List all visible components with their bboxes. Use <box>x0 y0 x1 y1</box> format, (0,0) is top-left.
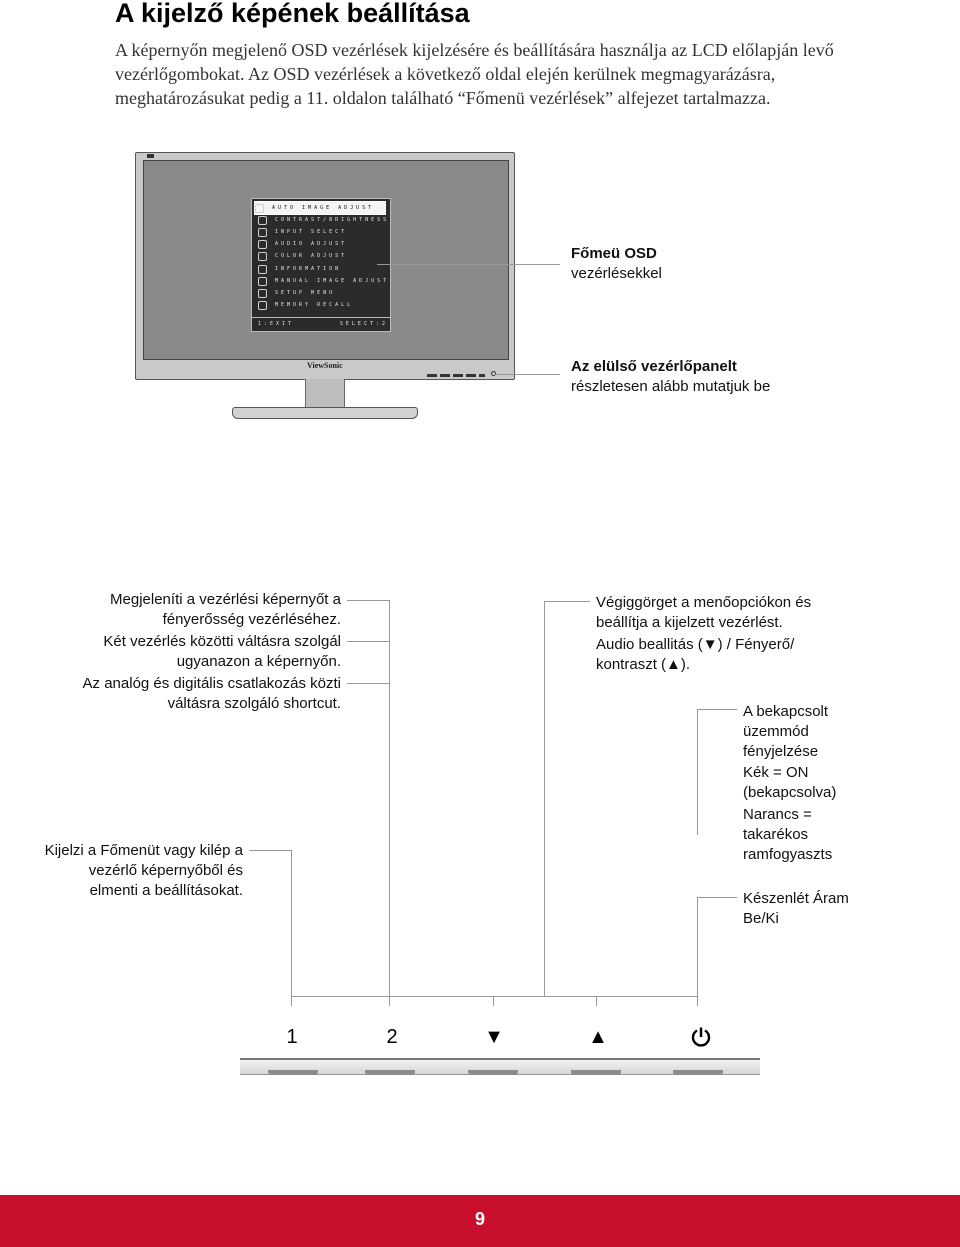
page-title: A kijelző képének beállítása <box>115 0 470 28</box>
leader-line <box>544 601 545 996</box>
bracket-tick <box>291 996 292 1006</box>
power-button[interactable] <box>673 1070 723 1075</box>
down-arrow-icon: ▼ <box>484 1026 504 1048</box>
osd-item-label: INPUT SELECT <box>275 229 348 235</box>
leader-line <box>697 709 737 710</box>
intro-paragraph: A képernyőn megjelenő OSD vezérlések kijelzésére és beállítására használja az LCD előlapján levő vezérlőgombokat. Az OSD vezérlések a következő oldal elején kerülnek megmagyarázásra, meghatározásukat pedig a 11. oldalon található “Főmenü vezérlések” alfejezet tartalmazza. <box>115 40 834 108</box>
bracket-tick <box>596 996 597 1006</box>
callout-main-menu-sub: vezérlésekkel <box>571 265 662 282</box>
osd-item-label: MANUAL IMAGE ADJUST <box>275 278 390 284</box>
bracket-line <box>291 996 698 997</box>
up-arrow-icon: ▲ <box>588 1026 608 1048</box>
audio-icon <box>258 240 267 249</box>
callout-arrows-b: Audio beallitás (▼) / Fényerő/ kontraszt (▲). <box>596 636 795 673</box>
callout-button2-c: Az analóg és digitális csatlakozás közti váltásra szolgáló shortcut. <box>82 675 341 712</box>
leader-line <box>291 850 292 996</box>
contrast-icon <box>258 216 267 225</box>
leader-line <box>347 641 389 642</box>
osd-item <box>258 214 389 226</box>
osd-item-label: CONTRAST/BRIGHTNESS <box>275 217 390 223</box>
leader-line <box>495 374 560 375</box>
input-icon <box>258 228 267 237</box>
osd-item <box>258 263 341 275</box>
page-footer <box>0 1195 960 1247</box>
callout-arrows-a: Végiggörget a menőopciókon és beállítja a kijelzett vezérlést. <box>596 594 812 631</box>
osd-item-label: INFORMATION <box>275 266 342 272</box>
leader-line <box>377 264 560 265</box>
leader-line <box>347 683 389 684</box>
leader-line <box>697 897 737 898</box>
callout-front-panel-sub: részletesen alább mutatjuk be <box>571 378 771 395</box>
monitor-illustration <box>135 152 515 422</box>
callout-button1: Kijelzi a Főmenüt vagy kilép a vezérlő képernyőből és elmenti a beállításokat. <box>44 842 243 899</box>
osd-item <box>258 238 347 250</box>
page-number: 9 <box>474 1209 485 1229</box>
osd-item <box>258 287 335 299</box>
bracket-tick <box>697 996 698 1006</box>
osd-item-label: AUDIO ADJUST <box>275 241 348 247</box>
callout-power-led-2: Kék = ON (bekapcsolva) <box>743 764 837 801</box>
setup-icon <box>258 289 267 298</box>
osd-item-label: AUTO IMAGE ADJUST <box>272 205 375 211</box>
osd-footer-select: SELECT:2 <box>339 321 388 327</box>
callout-button2-a: Megjeleníti a vezérlési képernyőt a fényerősség vezérléséhez. <box>110 591 341 628</box>
osd-item-selected <box>254 201 386 215</box>
osd-footer-exit: 1:EXIT <box>258 321 295 327</box>
leader-line <box>697 709 698 835</box>
bracket-tick <box>493 996 494 1006</box>
bracket-tick <box>389 996 390 1006</box>
button-2[interactable] <box>365 1070 415 1075</box>
osd-item-label: MEMORY RECALL <box>275 302 354 308</box>
leader-line <box>389 600 390 996</box>
callout-button2-b: Két vezérlés közötti váltásra szolgál ugyanazon a képernyőn. <box>103 633 341 670</box>
callout-main-menu <box>571 244 662 284</box>
auto-adjust-icon <box>255 204 264 213</box>
leader-line <box>249 850 291 851</box>
information-icon <box>258 265 267 274</box>
monitor-neck <box>305 379 345 407</box>
osd-panel <box>251 198 391 332</box>
color-icon <box>258 252 267 261</box>
callout-front-panel-title: Az elülső vezérlőpanelt <box>571 358 737 375</box>
button-2-label: 2 <box>386 1026 398 1048</box>
osd-footer <box>252 317 390 330</box>
brand-logo: ViewSonic <box>307 361 343 370</box>
osd-item <box>258 250 347 262</box>
button-down[interactable] <box>468 1070 518 1075</box>
logo-mark-icon <box>147 154 154 158</box>
leader-line <box>544 601 590 602</box>
callout-power-btn: Készenlét Áram Be/Ki <box>743 890 849 927</box>
power-icon <box>690 1026 712 1048</box>
osd-item <box>258 299 353 311</box>
manual-adjust-icon <box>258 277 267 286</box>
button-up[interactable] <box>571 1070 621 1075</box>
osd-item <box>258 226 347 238</box>
callout-front-panel <box>571 357 770 397</box>
button-1[interactable] <box>268 1070 318 1075</box>
memory-recall-icon <box>258 301 267 310</box>
osd-item <box>258 275 389 287</box>
leader-line <box>347 600 389 601</box>
osd-item-label: COLOR ADJUST <box>275 253 348 259</box>
callout-main-menu-title: Főmeü OSD <box>571 245 657 262</box>
front-buttons <box>427 374 485 377</box>
leader-line <box>697 897 698 996</box>
callout-power-led-3: Narancs = takarékos ramfogyaszts <box>743 806 833 863</box>
monitor-base <box>232 407 418 419</box>
callout-power-led-1: A bekapcsolt üzemmód fényjelzése <box>743 703 829 760</box>
button-1-label: 1 <box>286 1026 298 1048</box>
osd-item-label: SETUP MENU <box>275 290 336 296</box>
